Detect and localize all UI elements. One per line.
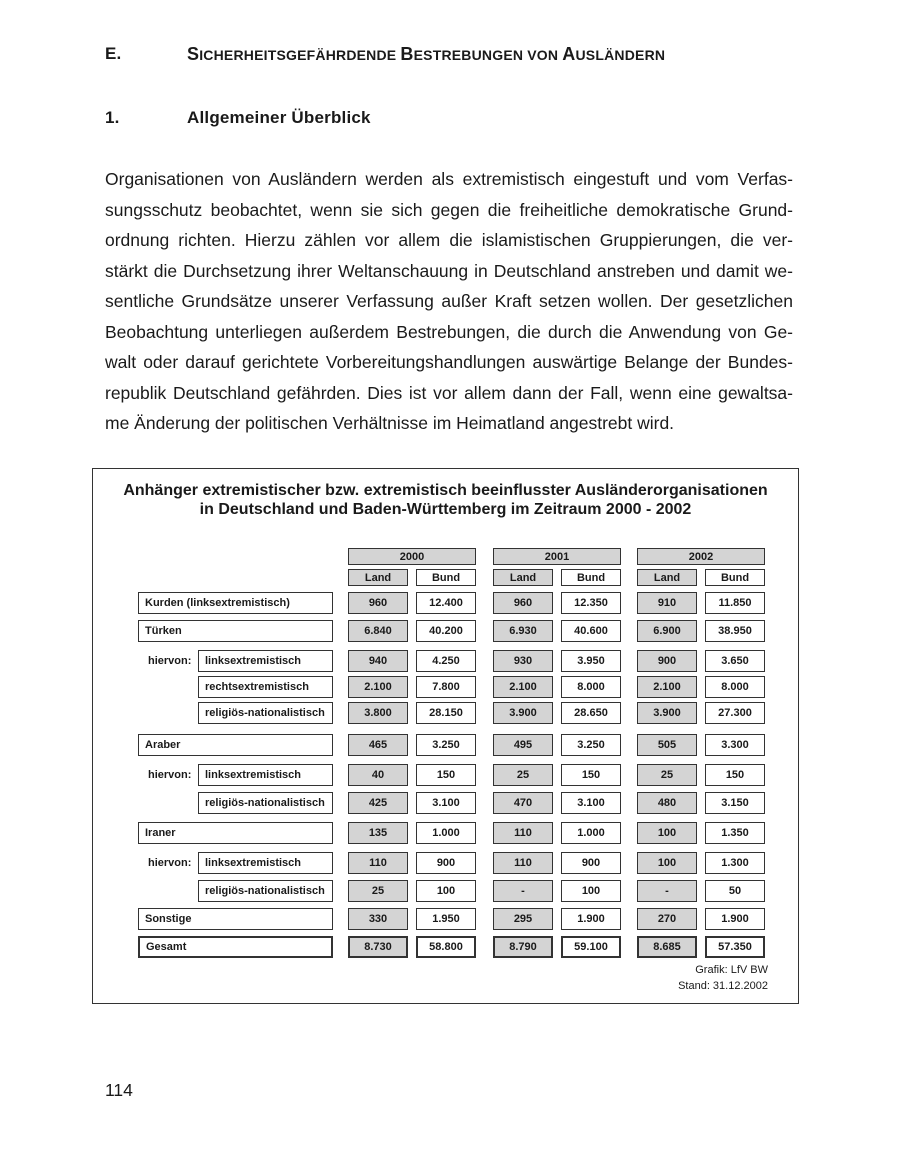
cell-bund: 3.300: [705, 734, 765, 756]
row-label: Kurden (linksextremistisch): [138, 592, 333, 614]
cell-land: 940: [348, 650, 408, 672]
cell-bund: 58.800: [416, 936, 476, 958]
cell-bund: 1.000: [561, 822, 621, 844]
cell-bund: 3.250: [416, 734, 476, 756]
cell-land: 2.100: [493, 676, 553, 698]
col-header-land: Land: [637, 569, 697, 586]
table-title-line2: in Deutschland und Baden-Württemberg im Zeitraum 2000 - 2002: [199, 501, 692, 518]
cell-bund: 900: [416, 852, 476, 874]
cell-land: 2.100: [637, 676, 697, 698]
cell-bund: 11.850: [705, 592, 765, 614]
cell-bund: 1.900: [561, 908, 621, 930]
cell-land: 2.100: [348, 676, 408, 698]
section-title: SICHERHEITSGEFÄHRDENDE BESTREBUNGEN VON AUSLÄNDERN: [187, 44, 666, 64]
cell-land: 470: [493, 792, 553, 814]
year-header: 2002: [637, 548, 765, 565]
cell-bund: 12.350: [561, 592, 621, 614]
col-header-land: Land: [493, 569, 553, 586]
table-title-line1: Anhänger extremistischer bzw. extremistisch beeinflusster Ausländerorganisationen: [123, 482, 768, 499]
section-letter: E.: [105, 44, 122, 63]
cell-bund: 3.950: [561, 650, 621, 672]
cell-land: -: [637, 880, 697, 902]
row-prefix: hiervon:: [148, 769, 192, 781]
table-date: Stand: 31.12.2002: [678, 980, 768, 992]
page-number: 114: [105, 1080, 133, 1100]
cell-land: 8.790: [493, 936, 553, 958]
cell-land: 465: [348, 734, 408, 756]
cell-bund: 8.000: [561, 676, 621, 698]
cell-bund: 28.150: [416, 702, 476, 724]
cell-bund: 900: [561, 852, 621, 874]
cell-land: 910: [637, 592, 697, 614]
cell-bund: 150: [561, 764, 621, 786]
cell-bund: 1.000: [416, 822, 476, 844]
cell-bund: 3.650: [705, 650, 765, 672]
cell-land: 6.930: [493, 620, 553, 642]
cell-land: 25: [493, 764, 553, 786]
cell-land: 110: [493, 852, 553, 874]
cell-land: 100: [637, 852, 697, 874]
cell-bund: 100: [416, 880, 476, 902]
cell-land: 960: [348, 592, 408, 614]
subsection-title: Allgemeiner Überblick: [187, 108, 371, 127]
row-label: religiös-nationalistisch: [198, 792, 333, 814]
subsection-number: 1.: [105, 108, 120, 127]
cell-bund: 50: [705, 880, 765, 902]
row-label: Sonstige: [138, 908, 333, 930]
cell-land: 495: [493, 734, 553, 756]
col-header-bund: Bund: [705, 569, 765, 586]
cell-bund: 150: [416, 764, 476, 786]
cell-bund: 1.950: [416, 908, 476, 930]
cell-bund: 40.200: [416, 620, 476, 642]
year-header: 2000: [348, 548, 476, 565]
cell-land: -: [493, 880, 553, 902]
cell-bund: 59.100: [561, 936, 621, 958]
row-prefix: hiervon:: [148, 655, 192, 667]
cell-bund: 8.000: [705, 676, 765, 698]
cell-land: 3.900: [493, 702, 553, 724]
col-header-bund: Bund: [416, 569, 476, 586]
cell-bund: 100: [561, 880, 621, 902]
cell-bund: 3.100: [416, 792, 476, 814]
cell-bund: 12.400: [416, 592, 476, 614]
cell-land: 960: [493, 592, 553, 614]
cell-bund: 28.650: [561, 702, 621, 724]
cell-land: 3.900: [637, 702, 697, 724]
cell-land: 8.685: [637, 936, 697, 958]
cell-land: 8.730: [348, 936, 408, 958]
cell-bund: 150: [705, 764, 765, 786]
cell-bund: 1.350: [705, 822, 765, 844]
row-label: linksextremistisch: [198, 852, 333, 874]
cell-bund: 3.150: [705, 792, 765, 814]
row-label: linksextremistisch: [198, 650, 333, 672]
cell-land: 930: [493, 650, 553, 672]
cell-land: 425: [348, 792, 408, 814]
cell-bund: 7.800: [416, 676, 476, 698]
row-prefix: hiervon:: [148, 857, 192, 869]
cell-bund: 27.300: [705, 702, 765, 724]
col-header-bund: Bund: [561, 569, 621, 586]
cell-land: 6.900: [637, 620, 697, 642]
cell-land: 900: [637, 650, 697, 672]
cell-land: 25: [637, 764, 697, 786]
row-label: religiös-nationalistisch: [198, 702, 333, 724]
cell-bund: 3.100: [561, 792, 621, 814]
cell-land: 110: [348, 852, 408, 874]
row-label: Türken: [138, 620, 333, 642]
body-paragraph: Organisationen von Ausländern werden als extremistisch eingestuft und vom Verfas- sungsschutz beobachtet, wenn sie sich gegen die freiheitliche demokratische Grund- ordnung richten. Hierzu zählen vor allem die islamistischen Gruppierungen, die ver- stärkt die Durchsetzung ihrer Weltanschauung in Deutschland anstreben und damit we- sentliche Grundsätze unserer Verfassung außer Kraft setzen wollen. Der gesetzlichen Beobachtung unterliegen außerdem Bestrebungen, die durch die Anwendung von Ge- walt oder darauf gerichtete Vorbereitungshandlungen auswärtige Belange der Bundes- republik Deutschland gefährden. Dies ist vor allem dann der Fall, wenn eine gewaltsa- me Änderung der politischen Verhältnisse im Heimatland angestrebt wird.: [105, 169, 793, 433]
cell-land: 3.800: [348, 702, 408, 724]
cell-land: 480: [637, 792, 697, 814]
cell-bund: 3.250: [561, 734, 621, 756]
cell-bund: 1.300: [705, 852, 765, 874]
cell-land: 110: [493, 822, 553, 844]
cell-bund: 1.900: [705, 908, 765, 930]
cell-land: 270: [637, 908, 697, 930]
cell-land: 295: [493, 908, 553, 930]
row-label: linksextremistisch: [198, 764, 333, 786]
row-label: rechtsextremistisch: [198, 676, 333, 698]
cell-land: 330: [348, 908, 408, 930]
cell-land: 40: [348, 764, 408, 786]
cell-land: 25: [348, 880, 408, 902]
table-source: Grafik: LfV BW: [695, 964, 768, 976]
row-label: Araber: [138, 734, 333, 756]
cell-land: 6.840: [348, 620, 408, 642]
cell-bund: 57.350: [705, 936, 765, 958]
row-label: Gesamt: [138, 936, 333, 958]
cell-bund: 40.600: [561, 620, 621, 642]
row-label: Iraner: [138, 822, 333, 844]
cell-land: 100: [637, 822, 697, 844]
year-header: 2001: [493, 548, 621, 565]
cell-bund: 38.950: [705, 620, 765, 642]
cell-land: 505: [637, 734, 697, 756]
row-label: religiös-nationalistisch: [198, 880, 333, 902]
cell-bund: 4.250: [416, 650, 476, 672]
col-header-land: Land: [348, 569, 408, 586]
cell-land: 135: [348, 822, 408, 844]
